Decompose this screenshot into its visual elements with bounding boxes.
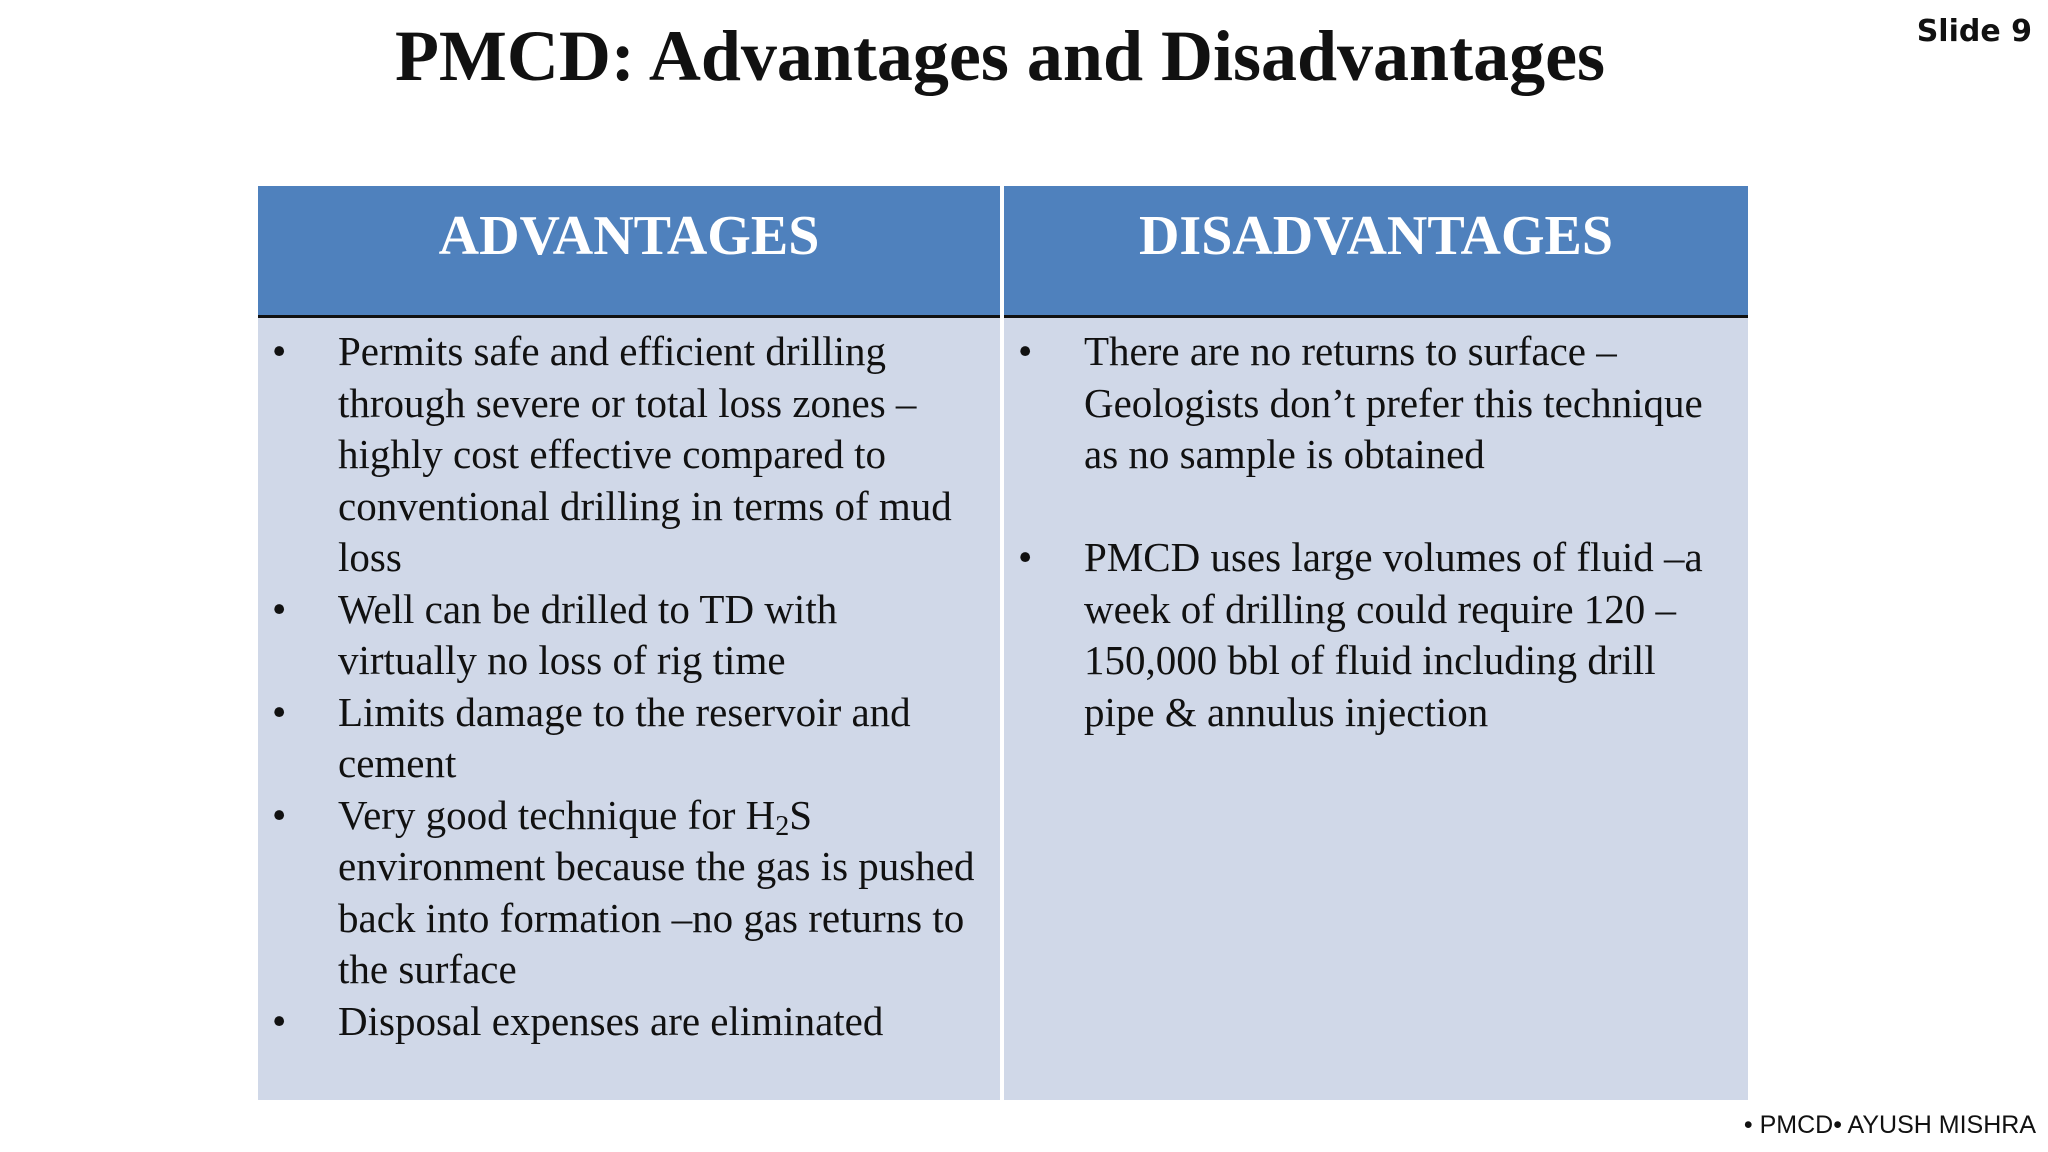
- bullet-icon: •: [272, 688, 287, 735]
- advantage-item: [258, 790, 1000, 996]
- advantage-item: [258, 584, 1000, 687]
- advantage-text: Limits damage to the reservoir and cement: [338, 688, 911, 786]
- advantage-text: [338, 792, 974, 993]
- disadvantages-header: DISADVANTAGES: [1004, 186, 1748, 315]
- bullet-icon: •: [272, 328, 287, 374]
- advantage-text: Permits safe and efficient drilling through severe or total loss zones – highly cost effective compared to conventional drilling in terms of mud loss: [338, 328, 952, 580]
- advantage-item: [258, 996, 1000, 1048]
- slide-number: Slide 9: [1916, 14, 2032, 49]
- disadvantage-item: [1004, 326, 1748, 481]
- advantages-list: [258, 326, 1000, 1047]
- disadvantage-text: PMCD uses large volumes of fluid –a week of drilling could require 120 – 150,000 bbl of fluid including drill pipe & annulus injection: [1084, 534, 1703, 735]
- disadvantages-list: [1004, 326, 1748, 738]
- advantage-text: Well can be drilled to TD with virtually no loss of rig time: [338, 585, 838, 683]
- advantage-text-part: S environment because the gas is pushed back into formation –no gas returns to the surface: [338, 791, 975, 992]
- subscript-number: 2: [775, 810, 790, 842]
- advantage-text: Disposal expenses are eliminated: [338, 997, 884, 1044]
- slide-title: PMCD: Advantages and Disadvantages: [394, 16, 1606, 96]
- footer-credit: • PMCD• AYUSH MISHRA: [1743, 1111, 2036, 1139]
- disadvantage-text: There are no returns to surface – Geologists don’t prefer this technique as no sample is obtained: [1084, 328, 1703, 477]
- advantage-item: [258, 687, 1000, 790]
- advantage-text-part: Very good technique for H: [338, 791, 776, 838]
- advantage-item: [258, 326, 1000, 584]
- bullet-icon: •: [1018, 328, 1033, 374]
- comparison-table: [258, 186, 1748, 1100]
- bullet-icon: •: [272, 791, 287, 838]
- bullet-icon: •: [272, 997, 287, 1044]
- disadvantage-item: [1004, 532, 1748, 738]
- bullet-icon: •: [1018, 534, 1033, 580]
- advantages-header: ADVANTAGES: [258, 186, 1000, 315]
- item-spacer: [1004, 481, 1748, 533]
- bullet-icon: •: [272, 585, 287, 632]
